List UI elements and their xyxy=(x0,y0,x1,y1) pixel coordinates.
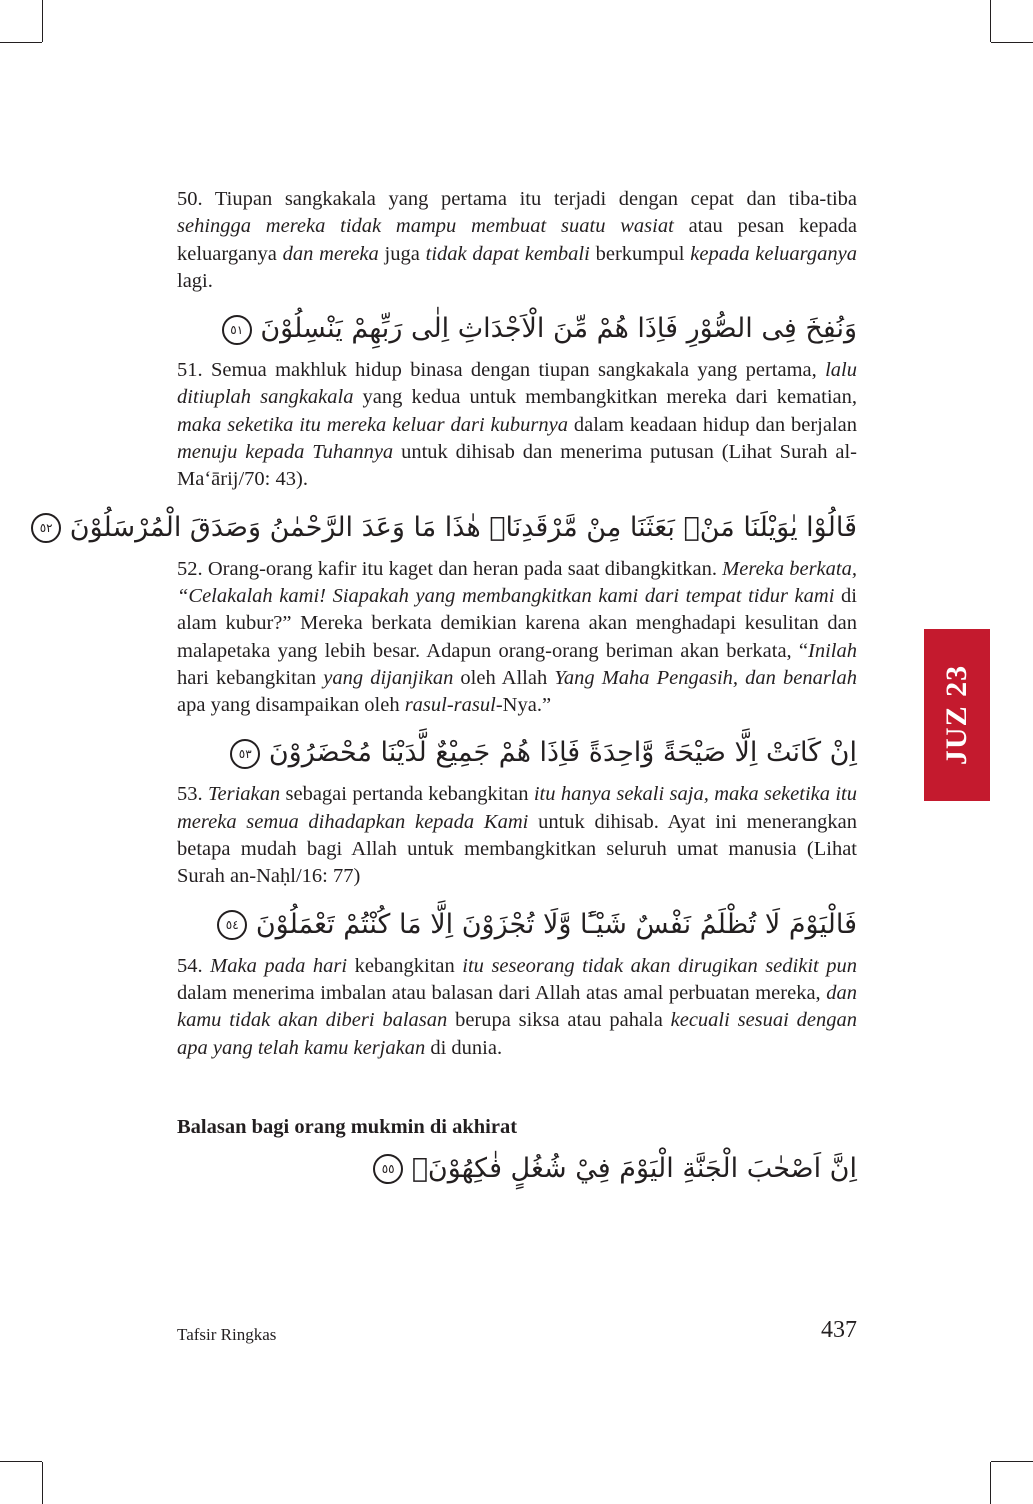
text-segment: di dunia. xyxy=(425,1036,503,1059)
italic-segment: dan mereka xyxy=(282,242,379,265)
italic-segment: sehingga mereka tidak mampu membuat suatu wasiat xyxy=(177,215,674,238)
italic-segment: kepada keluarganya xyxy=(690,242,857,265)
italic-segment: Yang Maha Pengasih, dan benarlah xyxy=(554,666,857,689)
verse-text: فَالْيَوْمَ لَا تُظْلَمُ نَفْسٌ شَيْـًٔا وَّلَا تُجْزَوْنَ اِلَّا مَا كُنْتُمْ تَعْمَلُوْنَ xyxy=(255,908,857,940)
italic-segment: maka seketika itu mereka keluar dari kuburnya xyxy=(177,413,568,436)
text-segment: sebagai pertanda kebangkitan xyxy=(280,783,534,806)
juz-label: JUZ 23 xyxy=(940,664,973,766)
text-segment: dalam keadaan hidup dan berjalan xyxy=(567,413,857,436)
crop-mark xyxy=(990,1462,991,1504)
text-segment: lagi. xyxy=(177,269,213,292)
crop-mark xyxy=(991,42,1033,43)
text-segment: 50. Tiupan sangkakala yang pertama itu terjadi dengan cepat dan tiba-tiba xyxy=(177,188,857,210)
italic-segment: itu hanya sekali saja, maka seketika itu mereka semua dihadapkan kepada Kami xyxy=(177,783,857,833)
italic-segment: Mereka berkata, “Celakalah kami! Siapakah yang membangkitkan kami dari tempat tidur kami xyxy=(177,557,857,607)
verse-text: اِنْ كَانَتْ اِلَّا صَيْحَةً وَّاحِدَةً فَاِذَا هُمْ جَمِيْعٌ لَّدَيْنَا مُحْضَرُوْنَ xyxy=(268,737,857,769)
crop-mark xyxy=(0,1461,42,1462)
text-segment: dalam menerima imbalan atau balasan dari Allah atas amal perbuatan mereka, xyxy=(177,981,827,1004)
text-segment: berkumpul xyxy=(589,242,691,265)
ayah-number-marker: ٥٢ xyxy=(31,513,61,543)
crop-mark xyxy=(990,0,991,42)
text-segment: 52. Orang-orang kafir itu kaget dan heran pada saat dibangkitkan. xyxy=(177,557,723,580)
text-segment: 51. Semua makhluk hidup binasa dengan tiupan sangkakala yang pertama, xyxy=(177,359,826,382)
crop-mark xyxy=(0,42,42,43)
commentary-51 xyxy=(177,357,857,493)
verse-text: اِنَّ اَصْحٰبَ الْجَنَّةِ الْيَوْمَ فِيْ شُغُلٍ فٰكِهُوْنَۚ xyxy=(411,1152,857,1184)
book-title: Tafsir Ringkas xyxy=(177,1325,277,1344)
text-segment: atau pesan kepada keluarganya xyxy=(177,215,858,265)
italic-segment: Teriakan xyxy=(208,783,281,806)
page-number: 437 xyxy=(821,1317,857,1343)
text-segment: untuk dihisab. Ayat ini menerangkan betapa mudah bagi Allah untuk membangkitkan seluruh umat manusia (Lihat Surah an-Naḥl/16: 77) xyxy=(177,810,857,888)
italic-segment: Maka pada hari xyxy=(210,954,348,977)
italic-segment: Inilah xyxy=(808,639,857,662)
page-body xyxy=(39,186,858,1197)
verse-51-arabic xyxy=(177,309,857,349)
verse-54-arabic xyxy=(177,905,857,945)
italic-segment: menuju kepada Tuhannya xyxy=(177,441,394,464)
text-segment: berupa siksa atau pahala xyxy=(447,1009,671,1032)
text-segment: hari kebangkitan xyxy=(177,666,324,689)
section-heading: Balasan bagi orang mukmin di akhirat xyxy=(177,1115,518,1138)
text-segment: juga xyxy=(378,242,426,265)
text-segment: oleh Allah xyxy=(453,666,555,689)
commentary-50 xyxy=(177,186,857,295)
crop-mark xyxy=(991,1461,1033,1462)
crop-mark xyxy=(42,1462,43,1504)
ayah-number-marker: ٥١ xyxy=(222,315,252,345)
text-segment: 53. xyxy=(177,783,208,806)
ayah-number-marker: ٥٣ xyxy=(230,739,260,769)
text-segment: kebangkitan xyxy=(347,954,463,977)
text-segment: yang kedua untuk membangkitkan mereka dari kematian, xyxy=(353,386,857,409)
commentary-52 xyxy=(177,556,857,720)
verse-text: وَنُفِخَ فِى الصُّوْرِ فَاِذَا هُمْ مِّنَ الْاَجْدَاثِ اِلٰى رَبِّهِمْ يَنْسِلُوْنَ xyxy=(260,313,857,345)
italic-segment: yang dijanjikan xyxy=(323,666,454,689)
text-segment: 54. xyxy=(177,954,211,977)
text-segment: apa yang disampaikan oleh xyxy=(177,694,405,717)
commentary-54 xyxy=(177,953,857,1062)
verse-text: قَالُوْا يٰوَيْلَنَا مَنْۢ بَعَثَنَا مِنْ مَّرْقَدِنَاۜ هٰذَا مَا وَعَدَ الرَّحْمٰنُ وَصَدَقَ الْمُرْسَلُوْنَ xyxy=(69,511,857,543)
italic-segment: tidak dapat kembali xyxy=(425,242,590,265)
italic-segment: dan kamu tidak akan diberi balasan xyxy=(177,981,857,1032)
ayah-number-marker: ٥٤ xyxy=(217,910,247,940)
text-segment: untuk dihisab dan menerima putusan (Lihat Surah al-Maʻārij/70: 43). xyxy=(177,441,858,491)
text-segment: -Nya.” xyxy=(495,694,552,717)
verse-53-arabic xyxy=(177,733,857,773)
italic-segment: itu seseorang tidak akan dirugikan sedikit pun xyxy=(462,954,857,977)
ayah-number-marker: ٥٥ xyxy=(373,1154,403,1184)
commentary-53 xyxy=(177,781,857,890)
verse-52-arabic xyxy=(39,508,857,548)
italic-segment: lalu ditiuplah sangkakala xyxy=(177,359,857,409)
text-segment: di alam kubur?” Mereka berkata demikian karena akan menghadapi kesulitan dan malapetaka yang lebih besar. Adapun orang-orang beriman akan berkata, “ xyxy=(177,584,857,662)
juz-tab xyxy=(924,629,990,801)
italic-segment: kecuali sesuai dengan apa yang telah kamu kerjakan xyxy=(177,1009,857,1059)
verse-55-arabic xyxy=(177,1149,857,1189)
italic-segment: rasul-rasul xyxy=(404,694,496,717)
crop-mark xyxy=(42,0,43,42)
